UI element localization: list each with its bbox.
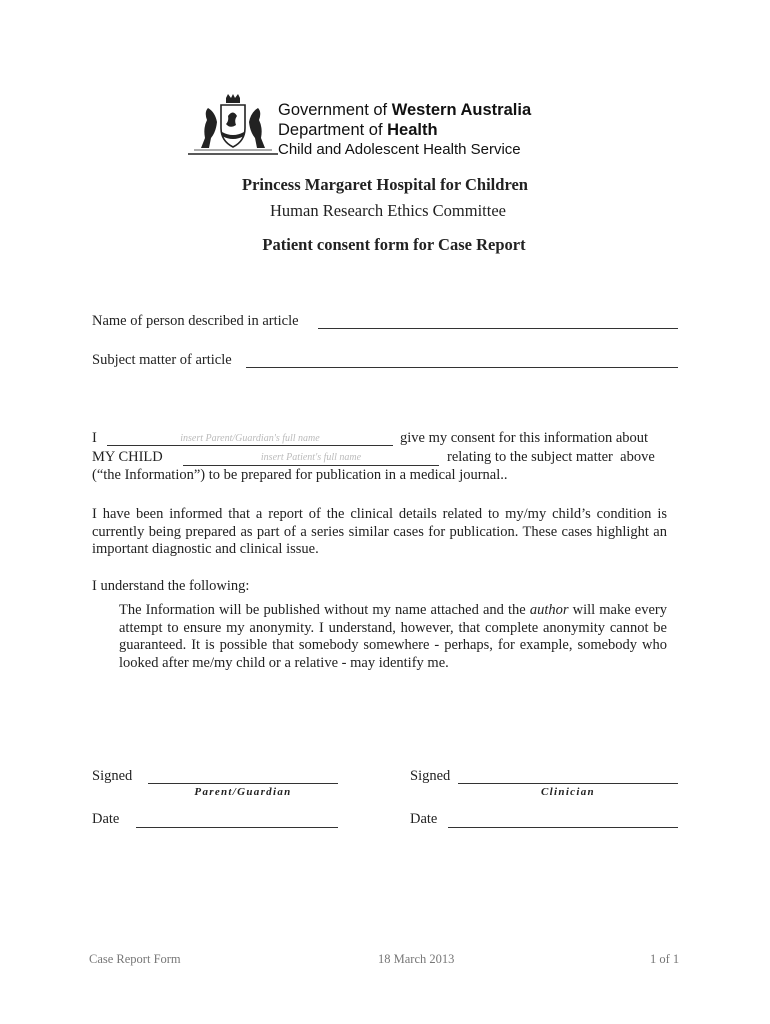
guardian-name-field[interactable] — [107, 445, 393, 446]
guardian-signature-field[interactable] — [148, 783, 338, 784]
info-text: (“the Information”) to be prepared for publication in a medical — [92, 467, 456, 483]
gov-name: Western Australia — [391, 101, 532, 119]
service-name: Child and Adolescent Health Service — [278, 141, 521, 158]
understand-text-after: will make every attempt to ensure my anonymity. I understand, however, that complete anonymity cannot be guaranteed. It is possible that somebody somewhere - perhaps, for example, somebody who looked after me/my child or a relative - may identify me. — [119, 602, 667, 671]
child-label: MY CHILD — [92, 449, 163, 465]
footer-form-name: Case Report Form — [89, 952, 181, 966]
header-logo — [188, 94, 608, 164]
guardian-date-label: Date — [92, 811, 120, 827]
person-label: Name of person described in article — [92, 313, 299, 329]
dept-name: Health — [387, 121, 438, 139]
understand-text-before: The Information will be published without my name attached and the — [119, 602, 530, 618]
subject-field[interactable] — [246, 367, 678, 368]
guardian-name-placeholder: insert Parent/Guardian's full name — [180, 433, 320, 444]
gov-prefix: Government of — [278, 101, 392, 119]
subject-label: Subject matter of article — [92, 352, 232, 368]
footer-date: 18 March 2013 — [378, 952, 455, 966]
journal-text: journal.. — [455, 467, 508, 483]
consent-text: give my consent for this information about — [400, 430, 649, 446]
relating-text: relating to the subject matter above — [447, 449, 655, 465]
author-word: author — [529, 602, 569, 618]
patient-name-placeholder: insert Patient's full name — [260, 452, 362, 463]
clinician-date-label: Date — [410, 811, 438, 827]
crest-icon — [188, 94, 278, 160]
form-title: Patient consent form for Case Report — [262, 235, 526, 254]
understand-heading: I understand the following: — [92, 578, 250, 594]
informed-paragraph: I have been informed that a report of the clinical details related to my/my child’s condition is currently being prepared as part of a series similar cases for publication. These cases highlight an important diagnostic and clinical issue. — [92, 506, 667, 557]
clinician-caption: Clinician — [541, 786, 595, 798]
guardian-caption: Parent/Guardian — [194, 786, 292, 798]
i-label: I — [92, 430, 97, 446]
committee-title: Human Research Ethics Committee — [270, 201, 506, 220]
clinician-date-field[interactable] — [448, 827, 678, 828]
patient-name-field[interactable] — [183, 465, 439, 466]
hospital-title: Princess Margaret Hospital for Children — [242, 175, 528, 194]
guardian-date-field[interactable] — [136, 827, 338, 828]
person-field[interactable] — [318, 328, 678, 329]
footer-page: 1 of 1 — [650, 952, 680, 966]
understand-paragraph — [119, 602, 667, 672]
guardian-signed-label: Signed — [92, 768, 133, 784]
dept-prefix: Department of — [278, 121, 388, 139]
clinician-signature-field[interactable] — [458, 783, 678, 784]
clinician-signed-label: Signed — [410, 768, 451, 784]
